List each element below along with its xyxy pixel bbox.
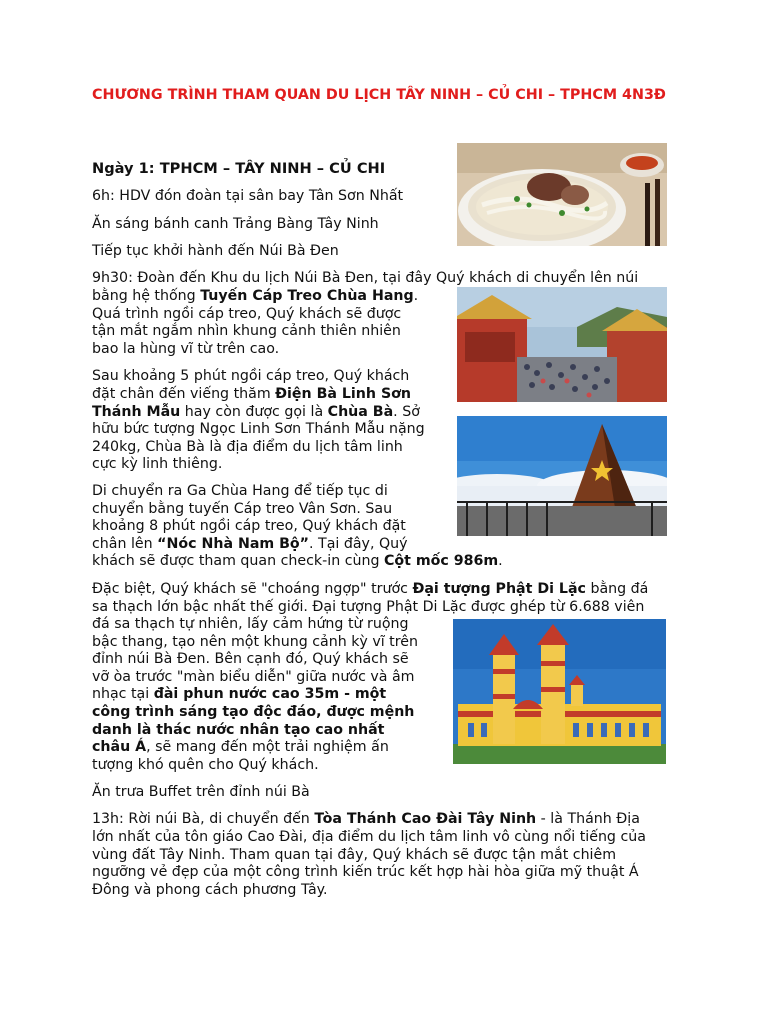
paragraph-1: 6h: HDV đón đoàn tại sân bay Tân Sơn Nhất [92, 188, 404, 204]
ba-temple-photo [457, 287, 667, 402]
text-line: 9h30: Đoàn đến Khu du lịch Núi Bà Đen, tại đây Quý khách di chuyển lên núi [92, 270, 639, 286]
text-line: cực kỳ linh thiêng. [92, 456, 223, 472]
text-line: bậc thang, tạo nên một khung cảnh kỳ vĩ trên [92, 634, 418, 650]
text-line: Đặc biệt, Quý khách sẽ "choáng ngợp" trước Đại tượng Phật Di Lặc bằng đá [92, 581, 649, 597]
cao-dai-temple-photo [453, 619, 666, 764]
text-line: tận mắt ngắm nhìn khung cảnh thiên nhiên [92, 323, 401, 339]
text-line: tượng khó quên cho Quý khách. [92, 757, 319, 773]
text-line: bao la hùng vĩ từ trên cao. [92, 341, 280, 357]
paragraph-3: Tiếp tục khởi hành đến Núi Bà Đen [92, 243, 339, 259]
text-line: Di chuyển ra Ga Chùa Hang để tiếp tục di [92, 483, 388, 499]
summit-marker-photo [457, 416, 667, 536]
text-line: 240kg, Chùa Bà là địa điểm du lịch tâm linh [92, 439, 403, 455]
text-line: Sau khoảng 5 phút ngồi cáp treo, Quý khách [92, 368, 410, 384]
text-line: vỡ òa trước "màn biểu diễn" giữa nước và âm [92, 669, 415, 685]
text-line: chân lên “Nóc Nhà Nam Bộ”. Tại đây, Quý [92, 536, 408, 552]
text-line: khách sẽ được tham quan check-in cùng Cột mốc 986m. [92, 553, 503, 569]
text-line: vùng đất Tây Ninh. Tham quan tại đây, Quý khách sẽ được tận mắt chiêm [92, 847, 617, 863]
text-line: Quá trình ngồi cáp treo, Quý khách sẽ được [92, 306, 402, 322]
text-line: khoảng 8 phút ngồi cáp treo, Quý khách đặt [92, 518, 406, 534]
noodle-soup-photo [457, 143, 667, 246]
day-heading: Ngày 1: TPHCM – TÂY NINH – CỦ CHI [92, 160, 386, 177]
text-line: đá sa thạch tự nhiên, lấy cảm hứng từ ruộng [92, 616, 409, 632]
text-line: chuyển bằng tuyến Cáp treo Vân Sơn. Sau [92, 501, 393, 517]
text-line: đặt chân đến viếng thăm Điện Bà Linh Sơn [92, 386, 412, 402]
document-title: CHƯƠNG TRÌNH THAM QUAN DU LỊCH TÂY NINH – CỦ CHI – TPHCM 4N3Đ [92, 87, 666, 103]
text-line: hữu bức tượng Ngọc Linh Sơn Thánh Mẫu nặng [92, 421, 425, 437]
paragraph-2: Ăn sáng bánh canh Trảng Bàng Tây Ninh [92, 216, 379, 232]
paragraph-8: Ăn trưa Buffet trên đỉnh núi Bà [92, 784, 310, 800]
text-line: sa thạch lớn bậc nhất thế giới. Đại tượng Phật Di Lặc được ghép từ 6.688 viên [92, 599, 645, 615]
text-line: đỉnh núi Bà Đen. Bên cạnh đó, Quý khách sẽ [92, 651, 409, 667]
text-line: danh là thác nước nhân tạo cao nhất [92, 722, 385, 738]
text-line: lớn nhất của tôn giáo Cao Đài, địa điểm du lịch tâm linh vô cùng nổi tiếng của [92, 829, 646, 845]
text-line: Đông và phong cách phương Tây. [92, 882, 328, 898]
text-line: châu Á, sẽ mang đến một trải nghiệm ấn [92, 739, 389, 755]
text-line: Thánh Mẫu hay còn được gọi là Chùa Bà. Sở [92, 404, 420, 420]
text-line: công trình sáng tạo độc đáo, được mệnh [92, 704, 415, 720]
text-line: bằng hệ thống Tuyến Cáp Treo Chùa Hang. [92, 288, 419, 304]
text-line: 13h: Rời núi Bà, di chuyển đến Tòa Thánh Cao Đài Tây Ninh - là Thánh Địa [92, 811, 640, 827]
text-line: nhạc tại đài phun nước cao 35m - một [92, 686, 387, 702]
text-line: ngưỡng vẻ đẹp của một công trình kiến trúc kết hợp hài hòa giữa mỹ thuật Á [92, 864, 639, 880]
